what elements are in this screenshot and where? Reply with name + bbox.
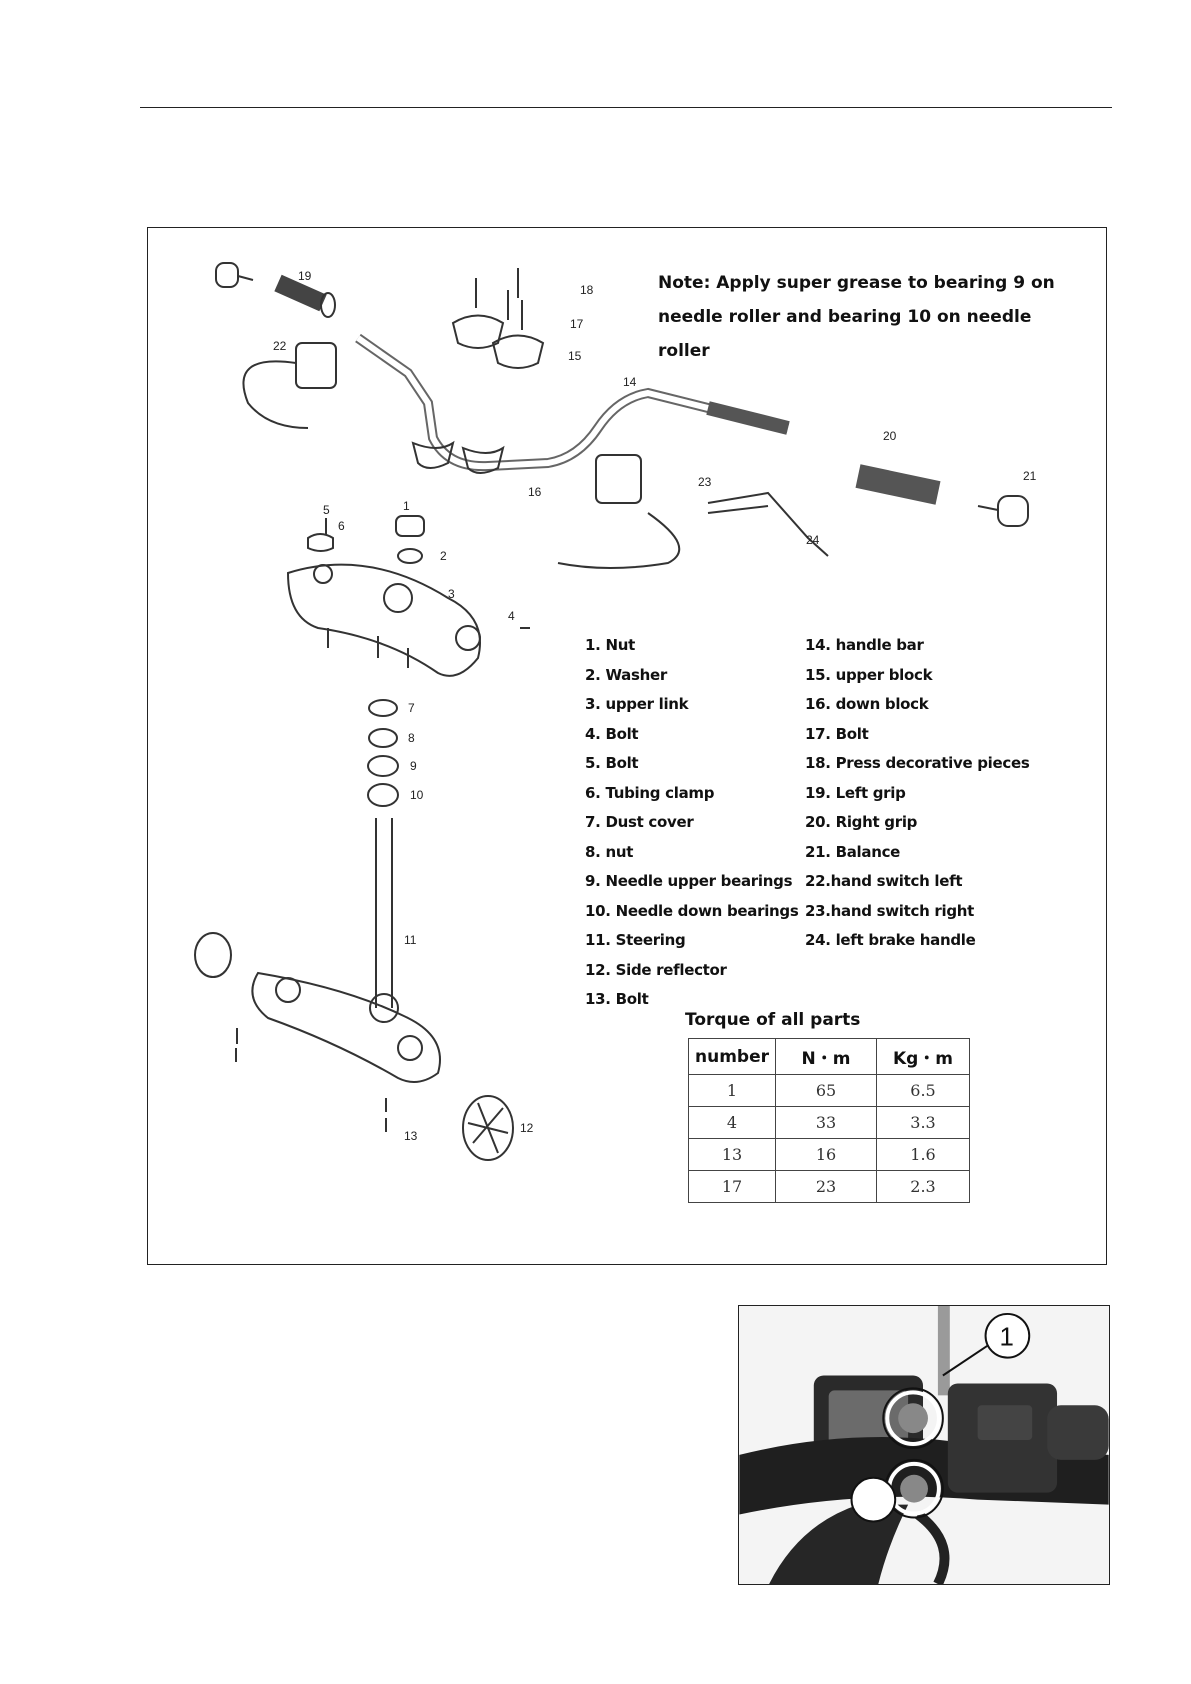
callout-24: 24 — [806, 533, 820, 547]
part-item: 12. Side reflector — [585, 960, 727, 979]
callout-17: 17 — [570, 317, 584, 331]
parts-list-right — [805, 631, 1030, 956]
callout-19: 19 — [298, 269, 312, 283]
callout-4: 4 — [508, 609, 515, 623]
part-item: 13. Bolt — [585, 990, 649, 1008]
table-cell: 33 — [776, 1107, 877, 1139]
callout-18: 18 — [580, 283, 594, 297]
callout-16: 16 — [528, 485, 542, 499]
table-cell: 17 — [689, 1171, 776, 1203]
part-item: 5. Bolt — [585, 754, 639, 772]
callout-14: 14 — [623, 375, 637, 389]
part-item: 9. Needle upper bearings — [585, 872, 793, 890]
part-item: 7. Dust cover — [585, 813, 694, 831]
callout-5: 5 — [323, 503, 330, 517]
callout-8: 8 — [408, 731, 415, 745]
callout-20: 20 — [883, 429, 897, 443]
part-item: 23.hand switch right — [805, 901, 975, 920]
part-item: 15. upper block — [805, 665, 933, 684]
table-row — [689, 1139, 970, 1171]
callout-9: 9 — [410, 759, 417, 773]
torque-table — [688, 1038, 970, 1203]
table-row — [689, 1171, 970, 1203]
callout-10: 10 — [410, 788, 424, 802]
callout-3: 3 — [448, 587, 455, 601]
table-header: number — [689, 1039, 776, 1075]
torque-table-title: Torque of all parts — [685, 1010, 861, 1030]
part-item: 16. down block — [805, 695, 929, 713]
table-row — [689, 1107, 970, 1139]
callout-2: 2 — [440, 549, 447, 563]
table-cell: 23 — [776, 1171, 877, 1203]
part-item: 11. Steering — [585, 931, 686, 949]
table-cell: 13 — [689, 1139, 776, 1171]
table-cell: 16 — [776, 1139, 877, 1171]
table-row — [689, 1075, 970, 1107]
photo-callout-label: 1 — [999, 1323, 1014, 1352]
part-item: 4. Bolt — [585, 724, 639, 743]
parts-list-left — [585, 631, 799, 1015]
table-cell: 3.3 — [877, 1107, 970, 1139]
part-item: 24. left brake handle — [805, 931, 976, 949]
callout-1: 1 — [403, 499, 410, 513]
callout-23: 23 — [698, 475, 712, 489]
table-cell: 1 — [689, 1075, 776, 1107]
callout-7: 7 — [408, 701, 415, 715]
callout-11: 11 — [404, 933, 417, 947]
part-item: 1. Nut — [585, 636, 635, 654]
photo-illustration — [739, 1306, 1109, 1584]
part-item: 3. upper link — [585, 695, 689, 713]
callout-15: 15 — [568, 349, 582, 363]
table-header-row — [689, 1039, 970, 1075]
part-item: 21. Balance — [805, 842, 901, 861]
part-item: 2. Washer — [585, 665, 667, 684]
table-cell: 6.5 — [877, 1075, 970, 1107]
table-cell: 2.3 — [877, 1171, 970, 1203]
handlebar-switch-photo — [738, 1305, 1110, 1585]
part-item: 17. Bolt — [805, 724, 869, 743]
grease-note: Note: Apply super grease to bearing 9 on needle roller and bearing 10 on needle roller — [658, 273, 1055, 361]
table-cell: 65 — [776, 1075, 877, 1107]
part-item: 19. Left grip — [805, 783, 906, 802]
table-cell: 1.6 — [877, 1139, 970, 1171]
part-item: 22.hand switch left — [805, 872, 963, 890]
callout-12: 12 — [520, 1121, 534, 1135]
part-item: 6. Tubing clamp — [585, 783, 715, 802]
part-item: 20. Right grip — [805, 813, 918, 831]
callout-22: 22 — [273, 339, 287, 353]
part-item: 10. Needle down bearings — [585, 901, 799, 920]
table-header: N・m — [776, 1039, 877, 1075]
callout-21: 21 — [1023, 469, 1037, 483]
header-rule — [140, 107, 1112, 108]
part-item: 14. handle bar — [805, 636, 924, 654]
part-item: 18. Press decorative pieces — [805, 754, 1030, 772]
callout-6: 6 — [338, 519, 345, 533]
part-item: 8. nut — [585, 842, 634, 861]
table-cell: 4 — [689, 1107, 776, 1139]
exploded-diagram — [147, 227, 1107, 1265]
table-header: Kg・m — [877, 1039, 970, 1075]
callout-13: 13 — [404, 1129, 418, 1143]
